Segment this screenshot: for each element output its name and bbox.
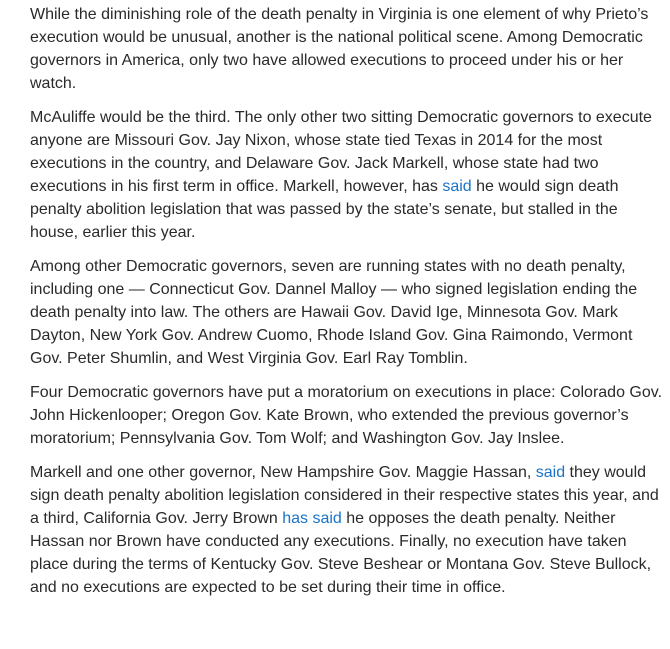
paragraph-text: McAuliffe would be the third. The only other two sitting Democratic governors to execute anyone are Missouri Gov. Jay Nixon, whose state tied Texas in 2014 for the most executions in the country, and Delaware Gov. Jack Markell, whose state had two executions in his first term in office. Markell, however, has [30,109,652,195]
paragraph [30,461,662,599]
article-body [30,3,662,610]
paragraph [30,3,662,95]
paragraph-text: Among other Democratic governors, seven are running states with no death penalty, including one — Connecticut Gov. Dannel Malloy — who signed legislation ending the death penalty into law. The others are Hawaii Gov. David Ige, Minnesota Gov. Mark Dayton, New York Gov. Andrew Cuomo, Rhode Island Gov. Gina Raimondo, Vermont Gov. Peter Shumlin, and West Virginia Gov. Earl Ray Tomblin. [30,258,638,367]
has-said-link[interactable]: has said [282,510,342,527]
paragraph-text: he would sign death penalty abolition legislation that was passed by the state’s senate, but stalled in the house, earlier this year. [30,178,619,241]
paragraph-text: he opposes the death penalty. Neither Hassan nor Brown have conducted any executions. Finally, no execution have taken place during the terms of Kentucky Gov. Steve Beshear or Montana Gov. Steve Bullock, and no executions are expected to be set during their time in office. [30,510,652,596]
said-link[interactable]: said [442,178,472,195]
paragraph-text: Markell and one other governor, New Hampshire Gov. Maggie Hassan, [30,464,536,481]
paragraph-text: they would sign death penalty abolition legislation considered in their respective states this year, and a third, California Gov. Jerry Brown [30,464,659,527]
paragraph-text: Four Democratic governors have put a moratorium on executions in place: Colorado Gov. John Hickenlooper; Oregon Gov. Kate Brown, who extended the previous governor’s moratorium; Pennsylvania Gov. Tom Wolf; and Washington Gov. Jay Inslee. [30,384,663,447]
paragraph [30,381,662,450]
paragraph-text: While the diminishing role of the death penalty in Virginia is one element of why Prieto’s execution would be unusual, another is the national political scene. Among Democratic governors in America, only two have allowed executions to proceed under his or her watch. [30,6,649,92]
said-link[interactable]: said [535,464,566,481]
paragraph [30,106,662,244]
paragraph [30,255,662,370]
